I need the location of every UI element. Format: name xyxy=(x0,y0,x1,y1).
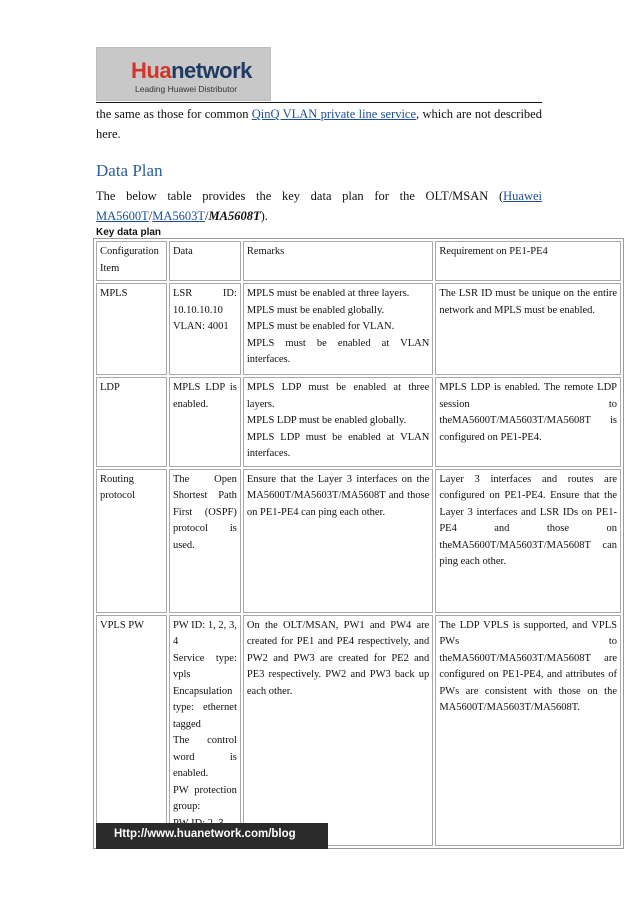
remarks-cell-line: MPLS LDP must be enabled globally. xyxy=(246,415,407,426)
company-logo xyxy=(96,47,271,101)
remarks-cell xyxy=(243,283,433,375)
config-item-cell: Routing protocol xyxy=(96,469,167,613)
data-cell-line: Encapsulation type: ethernet tagged xyxy=(172,685,237,730)
data-cell-line: The Open Shortest Path First (OSPF) protocol is used. xyxy=(172,473,237,551)
remarks-cell-line: MPLS must be enabled at three layers. xyxy=(246,288,410,299)
data-cell xyxy=(169,469,241,613)
data-cell xyxy=(169,283,241,375)
section-paragraph: The below table provides the key data plan for the OLT/MSAN (Huawei MA5600T/MA5603T/MA5608T). xyxy=(96,189,542,223)
requirement-cell xyxy=(435,283,621,375)
remarks-cell-line: MPLS must be enabled for VLAN. xyxy=(246,321,395,332)
header-divider xyxy=(96,102,542,103)
key-data-plan-table xyxy=(93,238,624,849)
ma5600t-link[interactable]: Huawei MA5600T xyxy=(96,189,542,223)
header-cell: Data xyxy=(169,241,241,281)
requirement-cell-line: MPLS LDP is enabled. The remote LDP session to theMA5600T/MA5603T/MA5608T is configured on PE1-PE4. xyxy=(439,382,617,443)
table-row xyxy=(96,615,621,846)
data-cell-line: VLAN: 4001 xyxy=(172,321,229,332)
table-header-row xyxy=(96,241,621,281)
requirement-cell xyxy=(435,377,621,467)
data-cell-line: Service type: vpls xyxy=(172,652,237,680)
header-cell: Remarks xyxy=(243,241,433,281)
header-cell: Configuration Item xyxy=(96,241,167,281)
footer-banner xyxy=(96,823,328,849)
qinq-link[interactable]: QinQ VLAN private line service xyxy=(251,107,417,121)
requirement-cell-line: The LSR ID must be unique on the entire network and MPLS must be enabled. xyxy=(439,288,617,316)
requirement-cell xyxy=(435,469,621,613)
data-cell-line: The control word is enabled. xyxy=(172,735,237,779)
remarks-cell-line: MPLS LDP must be enabled at three layers. xyxy=(246,382,430,410)
config-item-cell: VPLS PW xyxy=(96,615,167,846)
data-cell-line: MPLS LDP is enabled. xyxy=(172,382,237,410)
remarks-cell xyxy=(243,615,433,846)
remarks-cell-line: MPLS LDP must be enabled at VLAN interfaces. xyxy=(246,431,430,459)
data-cell-line: PW protection group: xyxy=(172,784,237,812)
requirement-cell-line: The LDP VPLS is supported, and VPLS PWs to theMA5600T/MA5603T/MA5608T are configured on PE1-PE4, and attributes of PWs are consistent with those on the MA5600T/MA5603T/MA5608T. xyxy=(439,619,617,713)
data-cell-line: LSR ID: 10.10.10.10 xyxy=(172,288,237,316)
intro-paragraph: the same as those for common QinQ VLAN private line service, which are not described here. xyxy=(96,107,542,141)
footer-url[interactable]: Http://www.huanetwork.com/blog xyxy=(114,828,296,840)
requirement-cell xyxy=(435,615,621,846)
remarks-cell-line: On the OLT/MSAN, PW1 and PW4 are created for PE1 and PE4 respectively, and PW2 and PW3 are created for PE2 and PE3 respectively. PW2 and PW3 back up each other. xyxy=(246,619,430,697)
data-cell xyxy=(169,377,241,467)
remarks-cell-line: Ensure that the Layer 3 interfaces on the MA5600T/MA5603T/MA5608T and those on PE1-PE4 can ping each other. xyxy=(246,473,430,518)
table-row xyxy=(96,377,621,467)
table-row xyxy=(96,469,621,613)
config-item-cell: LDP xyxy=(96,377,167,467)
remarks-cell-line: MPLS must be enabled at VLAN interfaces. xyxy=(246,337,430,365)
section-title: Data Plan xyxy=(96,161,163,180)
data-cell xyxy=(169,615,241,846)
header-cell: Requirement on PE1-PE4 xyxy=(435,241,621,281)
requirement-cell-line: Layer 3 interfaces and routes are configured on PE1-PE4. Ensure that the Layer 3 interfaces and LSR IDs on PE1-PE4 and those on theMA5600T/MA5603T/MA5608T can ping each other. xyxy=(439,473,617,567)
table-row xyxy=(96,283,621,375)
ma5603t-link[interactable]: MA5603T xyxy=(152,209,206,223)
table-caption: Key data plan xyxy=(96,227,162,238)
logo-tagline: Leading Huawei Distributor xyxy=(135,84,238,94)
remarks-cell-line: MPLS must be enabled globally. xyxy=(246,304,385,316)
logo-wordmark: Huanetwork xyxy=(131,58,252,83)
config-item-cell: MPLS xyxy=(96,283,167,375)
remarks-cell xyxy=(243,469,433,613)
remarks-cell xyxy=(243,377,433,467)
data-cell-line: PW ID: 1, 2, 3, 4 xyxy=(172,619,237,647)
